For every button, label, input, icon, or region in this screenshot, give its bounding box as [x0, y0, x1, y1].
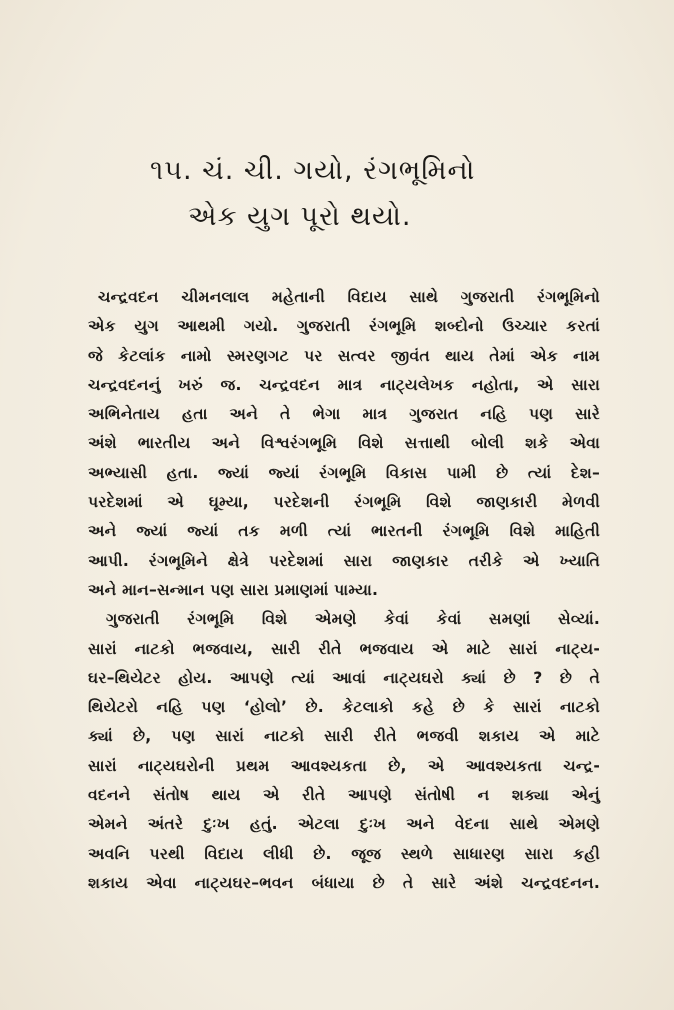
text-line: અભિનેતાય હતા અને તે ભેગા માત્ર ગુજરાત નહિ પણ સારે	[88, 405, 600, 424]
text-line: આપી. રંગભૂમિને ક્ષેત્રે પરદેશમાં સારા જાણકાર તરીકે એ ખ્યાતિ	[88, 551, 600, 570]
paragraph-2	[88, 605, 600, 898]
text-line: જે કેટલાંક નામો સ્મરણગટ પર સત્વર જીવંત થાય તેમાં એક નામ	[88, 346, 600, 365]
text-line: સારાં નાટ્યઘરોની પ્રથમ આવશ્યકતા છે, એ આવશ્યકતા ચન્દ્ર-	[88, 756, 600, 775]
text-line: પરદેશમાં એ ઘૂમ્યા, પરદેશની રંગભૂમિ વિશે જાણકારી મેળવી	[88, 493, 600, 512]
text-line: અને માન–સન્માન પણ સારા પ્રમાણમાં પામ્યા.	[88, 580, 379, 599]
text-line: એમને અંતરે દુઃખ હતું. એટલા દુઃખ અને વેદના સાથે એમણે	[88, 815, 600, 834]
text-line: ઘર–થિયેટર હોય. આપણે ત્યાં આવાં નાટ્યઘરો ક્યાં છે ? છે તે	[88, 668, 600, 687]
text-line: ક્યાં છે, પણ સારાં નાટકો સારી રીતે ભજવી શકાય એ માટે	[88, 727, 600, 746]
paragraph-1	[88, 283, 600, 605]
body-text	[88, 283, 600, 898]
text-line: અંશે ભારતીય અને વિશ્વરંગભૂમિ વિશે સત્તાથી બોલી શકે એવા	[88, 434, 600, 453]
chapter-title-line-1: ૧૫. ચં. ચી. ગયો, રંગભૂમિનો	[150, 155, 476, 186]
text-line: એક યુગ આથમી ગયો. ગુજરાતી રંગભૂમિ શબ્દોનો ઉચ્ચાર કરતાં	[88, 317, 600, 336]
text-line: થિયેટરો નહિ પણ ‘હોલો’ છે. કેટલાકો કહે છે કે સારાં નાટકો	[88, 698, 600, 717]
text-line: અવનિ પરથી વિદાય લીધી છે. જૂજ સ્થળે સાધારણ સારા કહી	[88, 844, 600, 863]
text-line: શકાય એવા નાટ્યઘર–ભવન બંધાયા છે તે સારે અંશે ચન્દ્રવદનન.	[88, 873, 600, 892]
text-line: ચન્દ્રવદનનું ખરું જ. ચન્દ્રવદન માત્ર નાટ્યલેખક નહોતા, એ સારા	[88, 375, 600, 394]
text-line: અને જ્યાં જ્યાં તક મળી ત્યાં ભારતની રંગભૂમિ વિશે માહિતી	[88, 522, 600, 541]
chapter-title-line-2: એક યુગ પૂરો થયો.	[188, 201, 412, 232]
text-line: સારાં નાટકો ભજવાય, સારી રીતે ભજવાય એ માટે સારાં નાટ્ય-	[88, 639, 600, 658]
text-line: ગુજરાતી રંગભૂમિ વિશે એમણે કેવાં કેવાં સમણાં સેવ્યાં.	[106, 610, 600, 629]
text-line: ચન્દ્રવદન ચીમનલાલ મહેતાની વિદાય સાથે ગુજરાતી રંગભૂમિનો	[98, 288, 600, 306]
text-line: વદનને સંતોષ થાય એ રીતે આપણે સંતોષી ન શક્યા એનું	[88, 786, 600, 805]
text-line: અભ્યાસી હતા. જ્યાં જ્યાં રંગભૂમિ વિકાસ પામી છે ત્યાં દેશ–	[88, 463, 600, 482]
chapter-title	[0, 148, 674, 240]
